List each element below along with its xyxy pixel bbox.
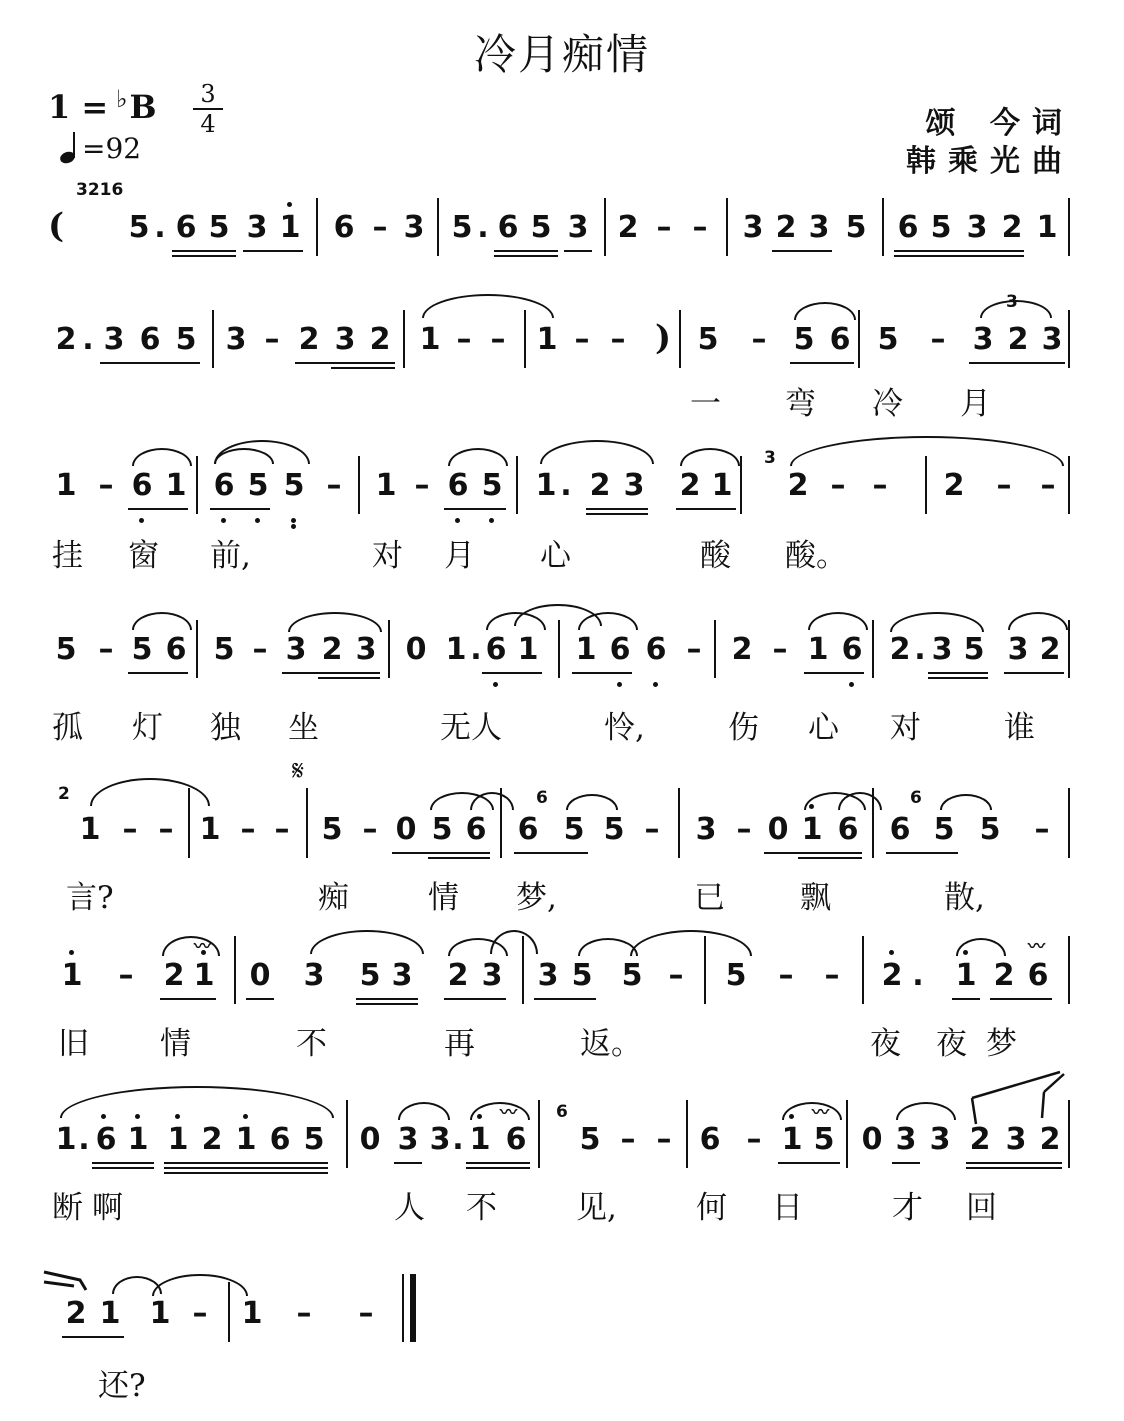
note: 6 [889,812,911,847]
note: 3 [103,322,125,357]
dash: – [158,812,174,847]
note: 2 [447,958,469,993]
lyric: 情 [428,880,459,916]
segno-icon: 𝄋 [292,754,305,787]
note: 2 [993,958,1015,993]
lyricist-credit: 颂 今词 [925,106,1074,141]
note: 5 [208,210,230,245]
note: 2 [321,632,343,667]
note: 3 [1007,632,1029,667]
open-paren: ( [48,206,65,246]
note: 3 [397,1122,419,1157]
dash: – [122,812,138,847]
dash: – [574,322,590,357]
note: 2 [589,468,611,503]
lyric: 旧 [58,1026,89,1062]
note: 1 [241,1296,263,1331]
note: 1 [801,812,823,847]
note: 1 [517,632,539,667]
lyric: 何 [696,1190,727,1226]
dash: – [456,322,472,357]
dash: – [98,632,114,667]
dash: – [736,812,752,847]
lyric: 已 [694,880,725,916]
dash: – [668,958,684,993]
note: 1 [781,1122,803,1157]
lyric: 梦 [986,1026,1017,1062]
lyric: 心 [540,538,571,574]
note: 2 [775,210,797,245]
lyric: 独 [210,710,241,746]
note: 5 [793,322,815,357]
song-title: 冷月痴情 [473,30,650,79]
dash: – [620,1122,636,1157]
note: 5 [563,812,585,847]
lyric: 灯 [132,710,163,746]
note: 5 [431,812,453,847]
note: 1 [1036,210,1058,245]
note: 1 [235,1122,257,1157]
dot-augment: . [452,1122,464,1157]
lyric: 散, [944,880,985,916]
note: 5 [321,812,343,847]
dash: – [490,322,506,357]
note: 2 [731,632,753,667]
note: 5 [571,958,593,993]
lyric: 谁 [1004,710,1035,746]
note: 1 [279,210,301,245]
lyric: 断 [52,1190,83,1226]
note: 6 [505,1122,527,1157]
note: 5 [930,210,952,245]
note: 1 [536,322,558,357]
note: 1 [199,812,221,847]
note: 5 [131,632,153,667]
dot-augment: . [78,1122,90,1157]
dot-augment: . [154,210,166,245]
note: 3 [929,1122,951,1157]
dash: – [118,958,134,993]
note: 5 [979,812,1001,847]
note: 2 [65,1296,87,1331]
note: 2 [201,1122,223,1157]
note: 3 [303,958,325,993]
note: 6 [517,812,539,847]
note: 6 [829,322,851,357]
note: 6 [837,812,859,847]
dash: – [644,812,660,847]
note: 0 [405,632,427,667]
note: 5 [359,958,381,993]
note: 5 [579,1122,601,1157]
note: 1 [149,1296,171,1331]
lyric: 才 [892,1190,923,1226]
note: 3 [285,632,307,667]
note: 6 [213,468,235,503]
lyric: 不 [296,1026,327,1062]
note: 3 [567,210,589,245]
note: 0 [395,812,417,847]
note: 2 [889,632,911,667]
key-prefix: 1 = [48,88,109,126]
note: 5 [877,322,899,357]
dash: – [192,1296,208,1331]
note: 1 [167,1122,189,1157]
lyric: 回 [966,1190,997,1226]
lyric: 酸 [700,538,731,574]
note: 5 [175,322,197,357]
dash: – [996,468,1012,503]
note: 1 [807,632,829,667]
note: 1 [469,1122,491,1157]
dash: – [686,632,702,667]
note: 2 [617,210,639,245]
dash: – [746,1122,762,1157]
note: 3 [334,322,356,357]
slide-mark [44,1272,86,1290]
note: 5 [697,322,719,357]
note: 5 [247,468,269,503]
note: 1 [535,468,557,503]
note: 6 [139,322,161,357]
note: 1 [445,632,467,667]
dot-augment: . [82,322,94,357]
note: 6 [95,1122,117,1157]
note: 1 [99,1296,121,1331]
lyric: 冷 [872,386,903,422]
time-top: 3 [200,80,216,108]
note: 2 [787,468,809,503]
close-paren: ) [655,318,672,358]
note: 6 [175,210,197,245]
note: 5 [303,1122,325,1157]
lyric: 夜 [870,1026,901,1062]
note: 3 [623,468,645,503]
dash: – [751,322,767,357]
dash: – [358,1296,374,1331]
lyric: 啊 [92,1190,123,1226]
flat-symbol: ♭ [116,84,128,113]
lyric: 日 [772,1190,803,1226]
note: 2 [881,958,903,993]
note: 5 [725,958,747,993]
dash: – [264,322,280,357]
lyric: 对 [372,538,403,574]
dash: – [772,632,788,667]
note: 1 [55,468,77,503]
dash: – [98,468,114,503]
note: 6 [269,1122,291,1157]
dash: – [414,468,430,503]
lyric: 飘 [800,880,831,916]
lyric: 梦, [516,880,557,916]
lyric: 情 [160,1026,191,1062]
lyric: 月 [960,386,991,422]
dash: – [610,322,626,357]
note: 0 [249,958,271,993]
lyric: 窗 [128,538,159,574]
note: 6 [465,812,487,847]
note: 1 [575,632,597,667]
dash: – [824,958,840,993]
key-note: B [129,88,157,126]
note: 6 [609,632,631,667]
dash: – [692,210,708,245]
note: 0 [861,1122,883,1157]
lyric: 不 [466,1190,497,1226]
note: 0 [359,1122,381,1157]
dot-augment: . [470,632,482,667]
note: 2 [943,468,965,503]
note: 5 [813,1122,835,1157]
note: 3 [695,812,717,847]
lyric: 再 [444,1026,475,1062]
lyric: 言? [66,880,114,916]
note: 3 [403,210,425,245]
note: 5 [845,210,867,245]
lyric: 前, [210,538,251,574]
note: 3 [931,632,953,667]
tempo-value: =92 [82,132,142,165]
note: 5 [933,812,955,847]
note: 6 [497,210,519,245]
lyric: 挂 [52,538,83,574]
dot-augment: . [477,210,489,245]
note: 5 [55,632,77,667]
note: 5 [963,632,985,667]
dash: – [930,322,946,357]
composer-credit: 韩乘光曲 [906,144,1074,179]
time-bottom: 4 [200,110,216,138]
note: 3 [355,632,377,667]
slide-mark [1042,1074,1064,1118]
note: 6 [1027,958,1049,993]
note: 1 [61,958,83,993]
dash: – [830,468,846,503]
note: 2 [369,322,391,357]
lyric: 酸。 [785,538,847,574]
dash: – [778,958,794,993]
note: 3 [895,1122,917,1157]
note: 2 [55,322,77,357]
note: 2 [679,468,701,503]
note: 0 [767,812,789,847]
dash: – [252,632,268,667]
note: 5 [621,958,643,993]
dash: – [240,812,256,847]
note: 5 [128,210,150,245]
note: 1 [79,812,101,847]
note: 3 [966,210,988,245]
note: 5 [213,632,235,667]
lyric: 人 [394,1190,425,1226]
note: 6 [699,1122,721,1157]
lyric: 月 [444,538,475,574]
note: 2 [1007,322,1029,357]
lyric: 夜 [936,1026,967,1062]
note: 6 [165,632,187,667]
lyric: 一 [690,386,721,422]
lyric: 弯 [785,386,816,422]
note: 6 [333,210,355,245]
lyric: 还? [98,1368,146,1404]
dot-augment: . [560,468,572,503]
note: 2 [1039,1122,1061,1157]
note: 1 [193,958,215,993]
lyric: 心 [808,710,839,746]
note: 6 [447,468,469,503]
note: 3 [246,210,268,245]
note: 3 [391,958,413,993]
note: 1 [165,468,187,503]
lyric: 无人 [440,710,502,746]
note: 5 [603,812,625,847]
dash: – [656,1122,672,1157]
note: 3 [481,958,503,993]
note: 1 [375,468,397,503]
lyric: 痴 [318,880,349,916]
note: 3 [808,210,830,245]
note: 3 [429,1122,451,1157]
note: 3 [972,322,994,357]
note: 1 [55,1122,77,1157]
dash: – [274,812,290,847]
dash: – [326,468,342,503]
note: 6 [645,632,667,667]
note: 5 [283,468,305,503]
note: 6 [131,468,153,503]
note: 3 [537,958,559,993]
dash: – [372,210,388,245]
note: 5 [451,210,473,245]
dash: – [872,468,888,503]
dash: – [1034,812,1050,847]
grace-notes-intro: 3216 [76,180,124,200]
note: 2 [163,958,185,993]
note: 6 [897,210,919,245]
note: 1 [955,958,977,993]
note: 5 [481,468,503,503]
note: 1 [419,322,441,357]
note: 2 [1001,210,1023,245]
slide-mark [972,1072,1060,1124]
dash: – [362,812,378,847]
note: 2 [1039,632,1061,667]
dot-augment: . [914,632,926,667]
note: 3 [225,322,247,357]
lyric: 孤 [52,710,83,746]
note: 6 [841,632,863,667]
note: 6 [485,632,507,667]
note: 3 [742,210,764,245]
dot-augment: . [912,958,924,993]
dash: – [656,210,672,245]
note: 3 [1005,1122,1027,1157]
note: 2 [969,1122,991,1157]
lyric: 对 [890,710,921,746]
lyric: 怜, [604,710,645,746]
dash: – [1040,468,1056,503]
note: 5 [530,210,552,245]
dash: – [296,1296,312,1331]
note: 2 [298,322,320,357]
lyric: 返。 [580,1026,642,1062]
lyric: 坐 [288,710,319,746]
note: 3 [1041,322,1063,357]
lyric: 见, [576,1190,617,1226]
lyric: 伤 [728,710,759,746]
note: 1 [127,1122,149,1157]
note: 1 [711,468,733,503]
